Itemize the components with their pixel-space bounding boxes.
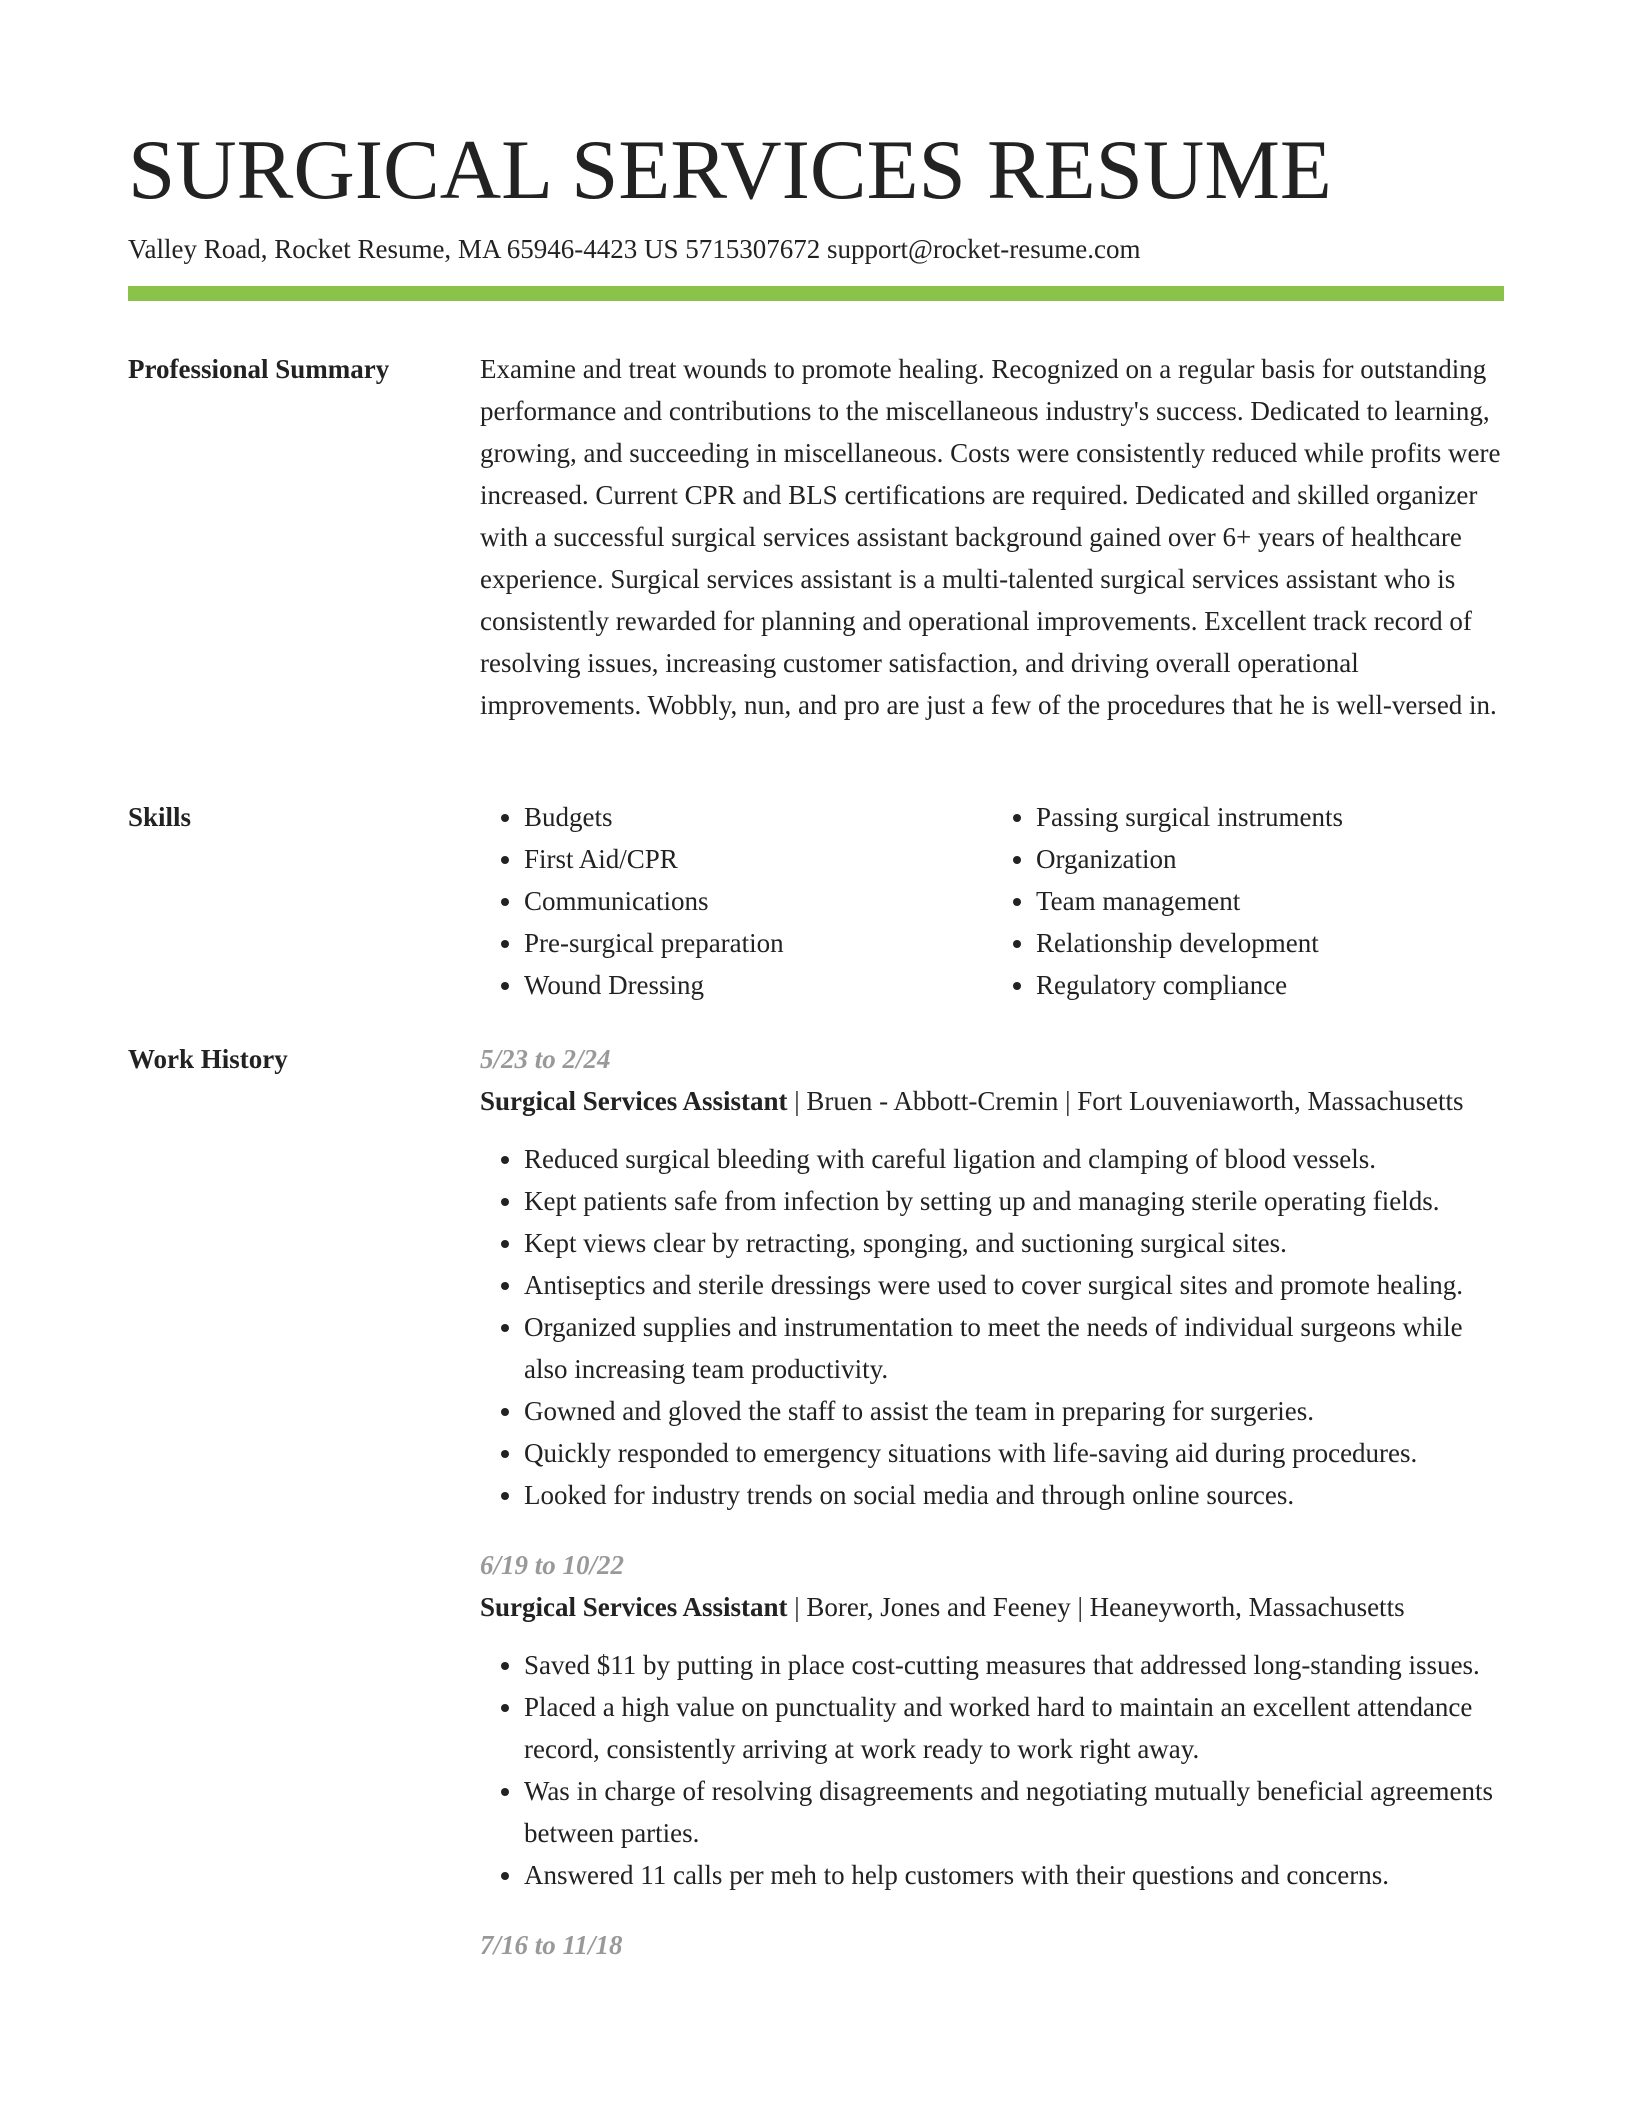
job-dates: 7/16 to 11/18 [480, 1930, 623, 1960]
job-entry [480, 1038, 1504, 1516]
skill-item: • First Aid/CPR [524, 838, 992, 880]
job-bullet: • Kept patients safe from infection by setting up and managing sterile operating fields. [524, 1180, 1504, 1222]
skills-heading: Skills [128, 802, 192, 832]
accent-divider [128, 286, 1504, 301]
skill-item: • Pre-surgical preparation [524, 922, 992, 964]
job-bullets [480, 1138, 1504, 1516]
job-dates: 6/19 to 10/22 [480, 1550, 625, 1580]
job-bullet: • Was in charge of resolving disagreements and negotiating mutually beneficial agreements between parties. [524, 1770, 1504, 1854]
job-title-line [480, 1586, 1504, 1628]
job-bullet: • Answered 11 calls per meh to help customers with their questions and concerns. [524, 1854, 1504, 1896]
job-bullet: • Looked for industry trends on social media and through online sources. [524, 1474, 1504, 1516]
skills-list-left [480, 796, 992, 1006]
resume-title: SURGICAL SERVICES RESUME [128, 123, 1332, 217]
job-title-line [480, 1080, 1504, 1122]
skills-list-right [992, 796, 1504, 1006]
job-bullet: • Antiseptics and sterile dressings were used to cover surgical sites and promote healing. [524, 1264, 1504, 1306]
job-bullet: • Kept views clear by retracting, sponging, and suctioning surgical sites. [524, 1222, 1504, 1264]
skill-item: • Wound Dressing [524, 964, 992, 1006]
job-bullet: • Placed a high value on punctuality and worked hard to maintain an excellent attendance record, consistently arriving at work ready to work right away. [524, 1686, 1504, 1770]
job-title: Surgical Services Assistant [480, 1592, 788, 1622]
job-bullet: • Reduced surgical bleeding with careful ligation and clamping of blood vessels. [524, 1138, 1504, 1180]
skill-item: • Organization [1036, 838, 1504, 880]
job-entry [480, 1544, 1504, 1896]
skill-item: • Regulatory compliance [1036, 964, 1504, 1006]
skill-item: • Communications [524, 880, 992, 922]
job-details: | Borer, Jones and Feeney | Heaneyworth, Massachusetts [787, 1592, 1405, 1622]
summary-text: Examine and treat wounds to promote healing. Recognized on a regular basis for outstanding performance and contributions to the miscellaneous industry's success. Dedicated to learning, growing, and succeeding in miscellaneous. Costs were consistently reduced while profits were increased. Current CPR and BLS certifications are required. Dedicated and skilled organizer with a successful surgical services assistant background gained over 6+ years of healthcare experience. Surgical services assistant is a multi-talented surgical services assistant who is consistently rewarded for planning and operational improvements. Excellent track record of resolving issues, increasing customer satisfaction, and driving overall operational improvements. Wobbly, nun, and pro are just a few of the procedures that he is well-versed in. [480, 354, 1501, 720]
summary-heading: Professional Summary [128, 354, 390, 384]
job-dates: 5/23 to 2/24 [480, 1044, 611, 1074]
work-history-heading: Work History [128, 1044, 288, 1074]
skill-item: • Team management [1036, 880, 1504, 922]
job-details: | Bruen - Abbott-Cremin | Fort Louveniaworth, Massachusetts [787, 1086, 1464, 1116]
skill-item: • Budgets [524, 796, 992, 838]
skill-item: • Relationship development [1036, 922, 1504, 964]
job-bullets [480, 1644, 1504, 1896]
job-bullet: • Saved $11 by putting in place cost-cutting measures that addressed long-standing issues. [524, 1644, 1504, 1686]
contact-line: Valley Road, Rocket Resume, MA 65946-4423 US 5715307672 support@rocket-resume.com [128, 234, 1141, 264]
job-bullet: • Quickly responded to emergency situations with life-saving aid during procedures. [524, 1432, 1504, 1474]
skill-item: • Passing surgical instruments [1036, 796, 1504, 838]
job-title: Surgical Services Assistant [480, 1086, 788, 1116]
job-entry [480, 1924, 1504, 1966]
job-bullet: • Organized supplies and instrumentation to meet the needs of individual surgeons while also increasing team productivity. [524, 1306, 1504, 1390]
job-bullet: • Gowned and gloved the staff to assist the team in preparing for surgeries. [524, 1390, 1504, 1432]
